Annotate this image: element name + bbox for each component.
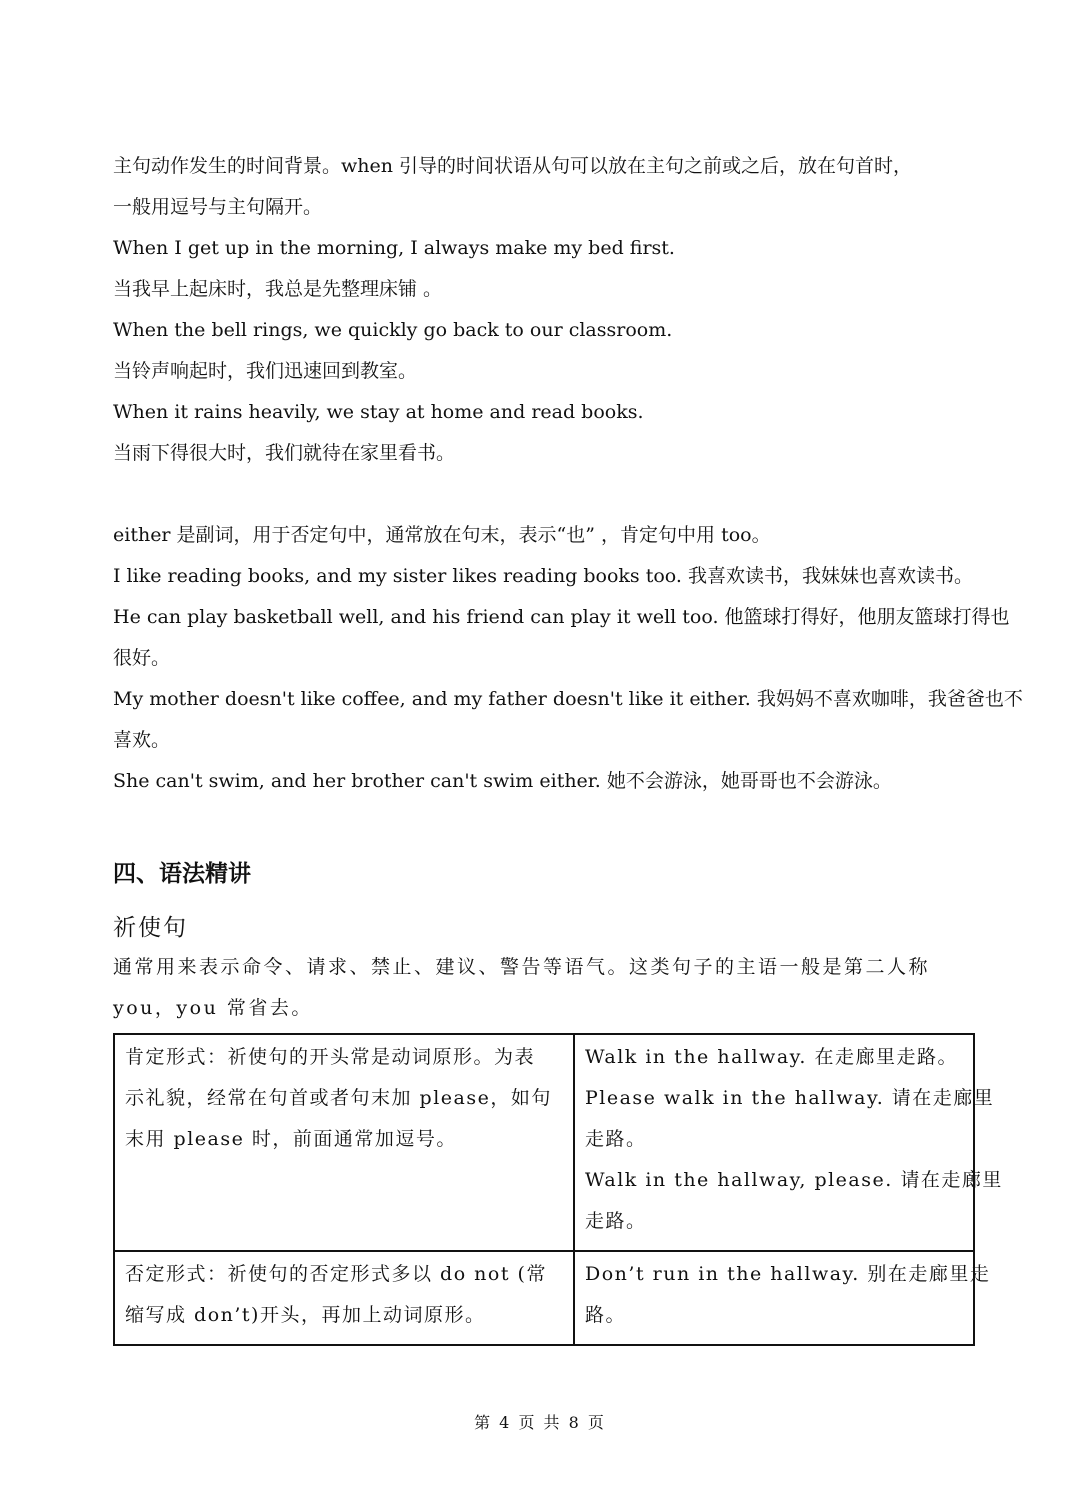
- cell-line: 示礼貌，经常在句首或者句末加 please，如句: [125, 1087, 552, 1109]
- paragraph-line: 一般用逗号与主句隔开。: [113, 196, 323, 218]
- cell-line: Walk in the hallway. 在走廊里走路。: [585, 1046, 958, 1068]
- example-sentence: I like reading books, and my sister likes reading books too. 我喜欢读书，我妹妹也喜欢读书。: [113, 565, 973, 587]
- table-cell-rule: [114, 1034, 574, 1251]
- section-heading: 四、语法精讲: [113, 861, 251, 887]
- example-sentence-continuation: 很好。: [113, 647, 171, 669]
- example-sentence: My mother doesn't like coffee, and my father doesn't like it either. 我妈妈不喜欢咖啡，我爸爸也不: [113, 688, 1023, 710]
- cell-line: 末用 please 时，前面通常加逗号。: [125, 1128, 457, 1150]
- example-sentence-english: When it rains heavily, we stay at home and read books.: [113, 401, 644, 423]
- example-sentence-english: When the bell rings, we quickly go back to our classroom.: [113, 319, 673, 341]
- cell-line: 肯定形式：祈使句的开头常是动词原形。为表: [125, 1046, 536, 1068]
- table-row: [114, 1034, 974, 1251]
- example-sentence-continuation: 喜欢。: [113, 729, 171, 751]
- example-sentence: He can play basketball well, and his friend can play it well too. 他篮球打得好，他朋友篮球打得也: [113, 606, 1010, 628]
- cell-line: 缩写成 don’t)开头，再加上动词原形。: [125, 1304, 486, 1326]
- cell-line: Please walk in the hallway. 请在走廊里: [585, 1087, 995, 1109]
- table-row: [114, 1251, 974, 1345]
- sub-heading: 祈使句: [113, 915, 188, 941]
- example-sentence-chinese: 当我早上起床时，我总是先整理床铺 。: [113, 278, 443, 300]
- intro-line: 通常用来表示命令、请求、禁止、建议、警告等语气。这类句子的主语一般是第二人称: [113, 956, 931, 978]
- cell-line: 否定形式：祈使句的否定形式多以 do not (常: [125, 1263, 547, 1285]
- grammar-table: [113, 1033, 1003, 1346]
- paragraph-line: 主句动作发生的时间背景。when 引导的时间状语从句可以放在主句之前或之后，放在句首时，: [113, 155, 913, 177]
- cell-line: Don’t run in the hallway. 别在走廊里走: [585, 1263, 991, 1285]
- table-cell-example: [574, 1251, 991, 1345]
- example-sentence-chinese: 当铃声响起时，我们迅速回到教室。: [113, 360, 418, 382]
- cell-line: 路。: [585, 1304, 627, 1326]
- page-number: 第 4 页 共 8 页: [474, 1413, 606, 1432]
- example-sentence-english: When I get up in the morning, I always make my bed first.: [113, 237, 675, 259]
- table-cell-rule: [114, 1251, 574, 1345]
- example-sentence: She can't swim, and her brother can't swim either. 她不会游泳，她哥哥也不会游泳。: [113, 770, 892, 792]
- example-sentence-chinese: 当雨下得很大时，我们就待在家里看书。: [113, 442, 456, 464]
- cell-line: Walk in the hallway, please. 请在走廊里: [585, 1169, 1003, 1191]
- paragraph-line: either 是副词，用于否定句中，通常放在句末，表示“也” ，肯定句中用 too。: [113, 524, 771, 546]
- table-cell-example: [574, 1034, 1003, 1251]
- cell-line: 走路。: [585, 1210, 647, 1232]
- cell-line: 走路。: [585, 1128, 647, 1150]
- intro-line: you，you 常省去。: [113, 997, 313, 1019]
